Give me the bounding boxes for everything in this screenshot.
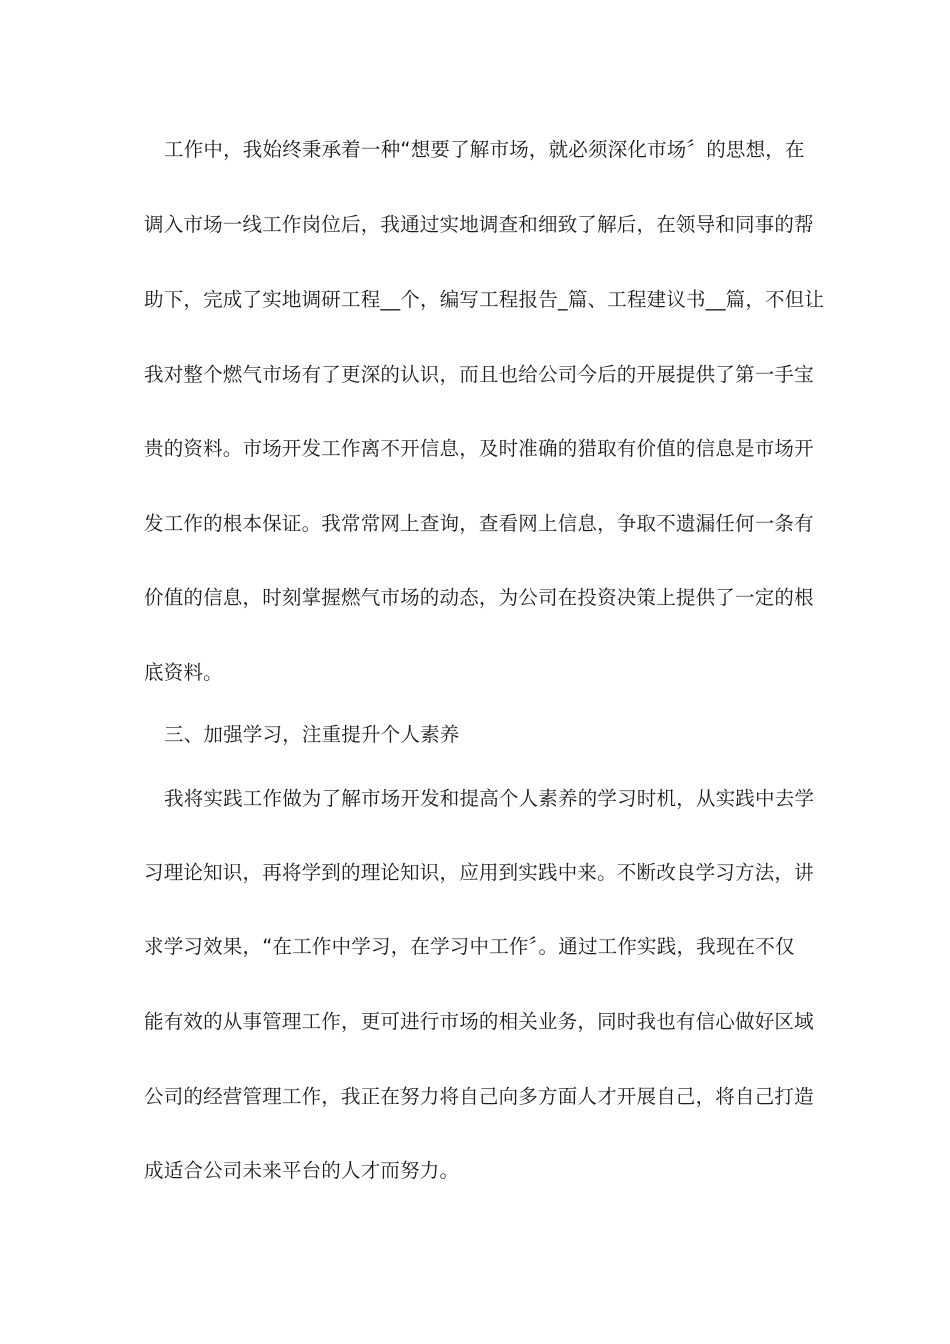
paragraph-1-line-3: 助下，完成了实地调研工程__个，编写工程报告_篇、工程建议书__篇，不但让 [144, 288, 825, 311]
paragraph-2-line-3: 求学习效果，“在工作中学习，在学习中工作〞。通过工作实践，我现在不仅 [144, 935, 795, 958]
paragraph-1-line-4: 我对整个燃气市场有了更深的认识，而且也给公司今后的开展提供了第一手宝 [144, 363, 814, 386]
paragraph-1-line-7: 价值的信息，时刻掌握燃气市场的动态，为公司在投资决策上提供了一定的根 [144, 586, 814, 609]
paragraph-1-line-5: 贵的资料。市场开发工作离不开信息，及时准确的猎取有价值的信息是市场开 [144, 437, 814, 460]
section-heading: 三、加强学习，注重提升个人素养 [164, 723, 460, 746]
paragraph-1-line-2: 调入市场一线工作岗位后，我通过实地调查和细致了解后，在领导和同事的帮 [144, 213, 814, 236]
paragraph-1-line-6: 发工作的根本保证。我常常网上查询，查看网上信息，争取不遗漏任何一条有 [144, 512, 814, 535]
paragraph-1-line-8: 底资料。 [144, 661, 223, 684]
paragraph-2-line-6: 成适合公司未来平台的人才而努力。 [144, 1159, 460, 1182]
paragraph-2-line-1: 我将实践工作做为了解市场开发和提高个人素养的学习时机，从实践中去学 [164, 787, 815, 810]
paragraph-1-line-1: 工作中，我始终秉承着一种“想要了解市场，就必须深化市场〞的思想，在 [164, 138, 805, 161]
paragraph-2-line-2: 习理论知识，再将学到的理论知识，应用到实践中来。不断改良学习方法，讲 [144, 861, 814, 884]
paragraph-2-line-5: 公司的经营管理工作，我正在努力将自己向多方面人才开展自己，将自己打造 [144, 1085, 814, 1108]
paragraph-2-line-4: 能有效的从事管理工作，更可进行市场的相关业务，同时我也有信心做好区域 [144, 1010, 814, 1033]
